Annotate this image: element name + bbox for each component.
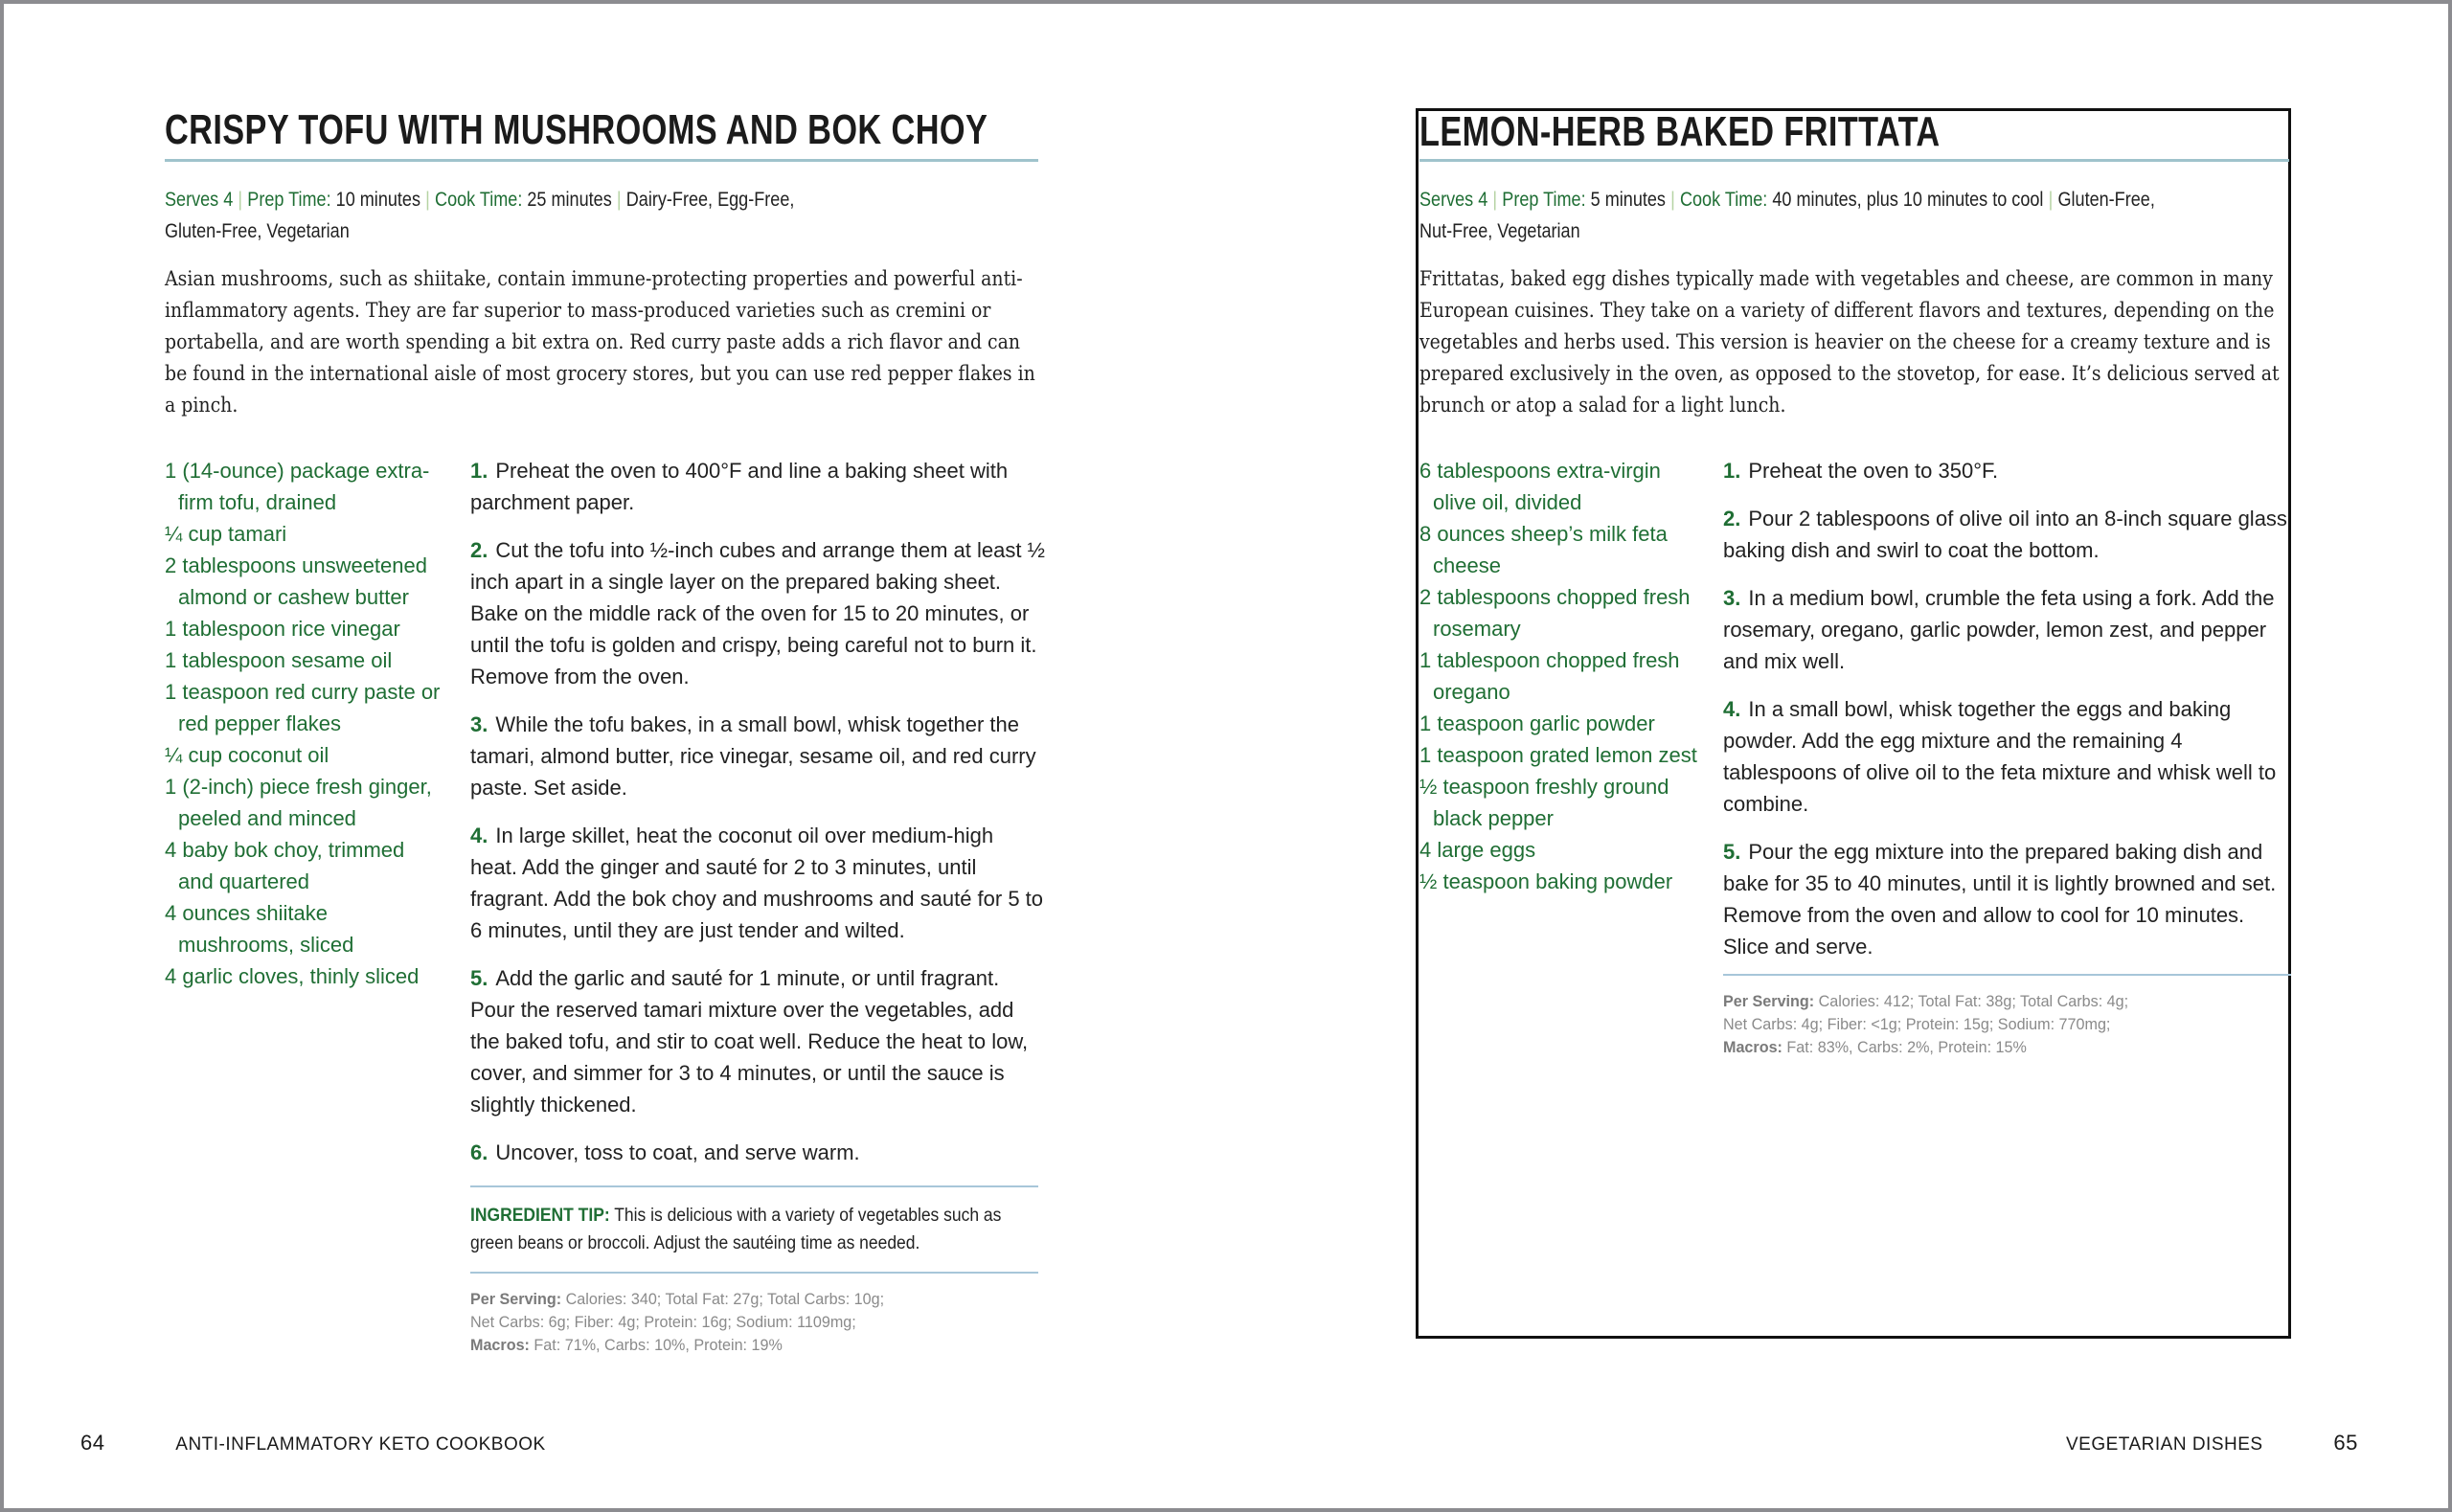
tip-text: This is delicious with a variety of vegetables such as green beans or broccoli. Adjust the sautéing time as needed. xyxy=(470,1206,1002,1253)
title-rule xyxy=(165,159,1038,162)
nutrition-info xyxy=(1723,990,2287,1059)
ingredient-item: 1 teaspoon grated lemon zest xyxy=(1419,743,1697,767)
step-item xyxy=(470,534,1045,692)
step-item xyxy=(470,455,1045,518)
step-number: 4. xyxy=(1723,697,1741,721)
tip-label: INGREDIENT TIP: xyxy=(470,1206,610,1226)
step-number: 3. xyxy=(1723,586,1741,610)
meta-separator: | xyxy=(425,189,430,211)
prep-label: Prep Time: xyxy=(247,189,331,211)
meta-separator: | xyxy=(616,189,622,211)
step-number: 1. xyxy=(470,459,488,483)
meta-separator: | xyxy=(1670,189,1675,211)
step-number: 2. xyxy=(1723,507,1741,530)
ingredient-item: 6 tablespoons extra-virgin olive oil, divided xyxy=(1419,459,1661,514)
step-number: 5. xyxy=(470,966,488,990)
step-item xyxy=(1723,455,2288,486)
step-number: 1. xyxy=(1723,459,1741,483)
per-serving-line2: Net Carbs: 4g; Fiber: <1g; Protein: 15g; Sodium: 770mg; xyxy=(1723,1015,2111,1033)
page-number: 64 xyxy=(80,1431,105,1455)
step-text: Cut the tofu into ½-inch cubes and arrange them at least ½ inch apart in a single layer on the prepared baking sheet. Bake on the middle rack of the oven for 15 to 20 minutes, or until the tofu is golden and crispy, being careful not to burn it. Remove from the oven. xyxy=(470,538,1045,688)
left-footer xyxy=(80,1431,546,1456)
step-text: While the tofu bakes, in a small bowl, whisk together the tamari, almond butter, rice vinegar, sesame oil, and red curry paste. Set aside. xyxy=(470,712,1036,800)
ingredient-item: 1 tablespoon sesame oil xyxy=(165,648,393,672)
tip-top-rule xyxy=(470,1185,1038,1187)
page-number: 65 xyxy=(2333,1431,2358,1455)
ingredient-item: ½ teaspoon baking powder xyxy=(1419,869,1673,893)
step-item xyxy=(470,962,1045,1120)
meta-separator: | xyxy=(238,189,243,211)
ingredient-item: 1 tablespoon rice vinegar xyxy=(165,617,400,641)
step-item xyxy=(1723,693,2288,820)
step-item xyxy=(470,1137,1045,1168)
ingredient-item: ¼ cup coconut oil xyxy=(165,743,329,767)
step-number: 3. xyxy=(470,712,488,736)
recipe-intro: Asian mushrooms, such as shiitake, contain immune-protecting properties and powerful anti-inflammatory agents. They are far superior to mass-produced varieties such as cremini or portabella, and are worth spending a bit extra on. Red curry paste adds a rich flavor and can be found in the international aisle of most grocery stores, but you can use red pepper flakes in a pinch. xyxy=(165,267,1035,417)
running-head: VEGETARIAN DISHES xyxy=(2066,1434,2263,1455)
cook-label: Cook Time: xyxy=(1679,189,1768,211)
serves: Serves 4 xyxy=(1419,189,1488,211)
recipe-intro: Frittatas, baked egg dishes typically made with vegetables and cheese, are common in many European cuisines. They take on a variety of different flavors and textures, depending on the vegetables and herbs used. This version is heavier on the cheese for a creamy texture and is prepared exclusively in the oven, as opposed to the stovetop, for ease. It’s delicious served at brunch or atop a salad for a light lunch. xyxy=(1419,267,2280,417)
step-list xyxy=(1723,455,2288,979)
macros-text: Fat: 83%, Carbs: 2%, Protein: 15% xyxy=(1786,1038,2027,1056)
recipe-meta xyxy=(1419,184,2301,247)
meta-separator: | xyxy=(1492,189,1498,211)
recipe-title: CRISPY TOFU WITH MUSHROOMS AND BOK CHOY xyxy=(165,106,988,153)
nutrition-rule xyxy=(1723,974,2291,976)
ingredient-item: 2 tablespoons unsweetened almond or cashew butter xyxy=(165,553,427,609)
running-head: ANTI-INFLAMMATORY KETO COOKBOOK xyxy=(175,1434,546,1455)
step-text: Pour the egg mixture into the prepared baking dish and bake for 35 to 40 minutes, until it is lightly browned and set. Remove from the oven and allow to cool for 10 minutes. Slice and serve. xyxy=(1723,840,2277,959)
diet-tags: Gluten-Free, xyxy=(2057,189,2155,211)
diet-tags-cont: Gluten-Free, Vegetarian xyxy=(165,220,350,242)
macros-label: Macros: xyxy=(470,1336,530,1354)
ingredient-item: 4 ounces shiitake mushrooms, sliced xyxy=(165,901,354,957)
macros-text: Fat: 71%, Carbs: 10%, Protein: 19% xyxy=(534,1336,783,1354)
macros-label: Macros: xyxy=(1723,1038,1782,1056)
step-item xyxy=(1723,836,2288,962)
ingredient-tip xyxy=(470,1202,1043,1257)
cook-value: 25 minutes xyxy=(527,189,612,211)
step-item xyxy=(470,820,1045,946)
ingredient-item: 1 tablespoon chopped fresh oregano xyxy=(1419,648,1680,704)
meta-separator: | xyxy=(2048,189,2054,211)
step-text: In a medium bowl, crumble the feta using a fork. Add the rosemary, oregano, garlic powder, lemon zest, and pepper and mix well. xyxy=(1723,586,2275,673)
prep-value: 5 minutes xyxy=(1590,189,1666,211)
nutrition-info xyxy=(470,1288,1034,1357)
step-number: 4. xyxy=(470,824,488,847)
step-number: 2. xyxy=(470,538,488,562)
step-text: Pour 2 tablespoons of olive oil into an 8-inch square glass baking dish and swirl to coat the bottom. xyxy=(1723,507,2287,562)
step-text: In large skillet, heat the coconut oil over medium-high heat. Add the ginger and sauté for 2 to 3 minutes, until fragrant. Add the bok choy and mushrooms and sauté for 5 to 6 minutes, until they are just tender and wilted. xyxy=(470,824,1044,942)
step-text: Uncover, toss to coat, and serve warm. xyxy=(495,1140,860,1164)
serves: Serves 4 xyxy=(165,189,234,211)
ingredient-item: 1 teaspoon red curry paste or red pepper flakes xyxy=(165,680,441,735)
diet-tags: Dairy-Free, Egg-Free, xyxy=(625,189,795,211)
per-serving-label: Per Serving: xyxy=(470,1290,562,1308)
cook-label: Cook Time: xyxy=(435,189,523,211)
per-serving-line1: Calories: 340; Total Fat: 27g; Total Carbs: 10g; xyxy=(565,1290,885,1308)
ingredient-list xyxy=(1419,455,1697,897)
ingredient-item: 4 garlic cloves, thinly sliced xyxy=(165,964,420,988)
ingredient-item: 2 tablespoons chopped fresh rosemary xyxy=(1419,585,1691,641)
recipe-title: LEMON-HERB BAKED FRITTATA xyxy=(1419,108,1941,155)
cook-value: 40 minutes, plus 10 minutes to cool xyxy=(1772,189,2044,211)
ingredient-item: 4 large eggs xyxy=(1419,838,1536,862)
recipe-meta xyxy=(165,184,1030,247)
ingredient-list xyxy=(165,455,443,992)
step-item xyxy=(1723,503,2288,566)
title-rule xyxy=(1419,159,2289,162)
diet-tags-cont: Nut-Free, Vegetarian xyxy=(1419,220,1580,242)
step-text: Preheat the oven to 350°F. xyxy=(1748,459,1999,483)
book-spread xyxy=(4,4,2448,1508)
ingredient-item: 4 baby bok choy, trimmed and quartered xyxy=(165,838,405,893)
step-text: Add the garlic and sauté for 1 minute, or until fragrant. Pour the reserved tamari mixture over the vegetables, add the baked tofu, and stir to coat well. Reduce the heat to low, cover, and simmer for 3 to 4 minutes, or until the sauce is slightly thickened. xyxy=(470,966,1029,1117)
step-number: 6. xyxy=(470,1140,488,1164)
ingredient-item: ½ teaspoon freshly ground black pepper xyxy=(1419,775,1669,830)
step-text: Preheat the oven to 400°F and line a baking sheet with parchment paper. xyxy=(470,459,1009,514)
step-item xyxy=(470,709,1045,803)
per-serving-label: Per Serving: xyxy=(1723,992,1815,1010)
ingredient-item: ¼ cup tamari xyxy=(165,522,287,546)
step-number: 5. xyxy=(1723,840,1741,864)
right-footer xyxy=(2066,1431,2358,1456)
ingredient-item: 8 ounces sheep’s milk feta cheese xyxy=(1419,522,1668,577)
step-list xyxy=(470,455,1045,1185)
ingredient-item: 1 (14-ounce) package extra-firm tofu, drained xyxy=(165,459,430,514)
ingredient-item: 1 teaspoon garlic powder xyxy=(1419,711,1655,735)
prep-value: 10 minutes xyxy=(335,189,421,211)
per-serving-line1: Calories: 412; Total Fat: 38g; Total Carbs: 4g; xyxy=(1818,992,2129,1010)
step-item xyxy=(1723,582,2288,677)
prep-label: Prep Time: xyxy=(1502,189,1586,211)
tip-bottom-rule xyxy=(470,1272,1038,1274)
ingredient-item: 1 (2-inch) piece fresh ginger, peeled and minced xyxy=(165,775,432,830)
step-text: In a small bowl, whisk together the eggs and baking powder. Add the egg mixture and the remaining 4 tablespoons of olive oil to the feta mixture and whisk well to combine. xyxy=(1723,697,2277,816)
per-serving-line2: Net Carbs: 6g; Fiber: 4g; Protein: 16g; Sodium: 1109mg; xyxy=(470,1313,856,1331)
